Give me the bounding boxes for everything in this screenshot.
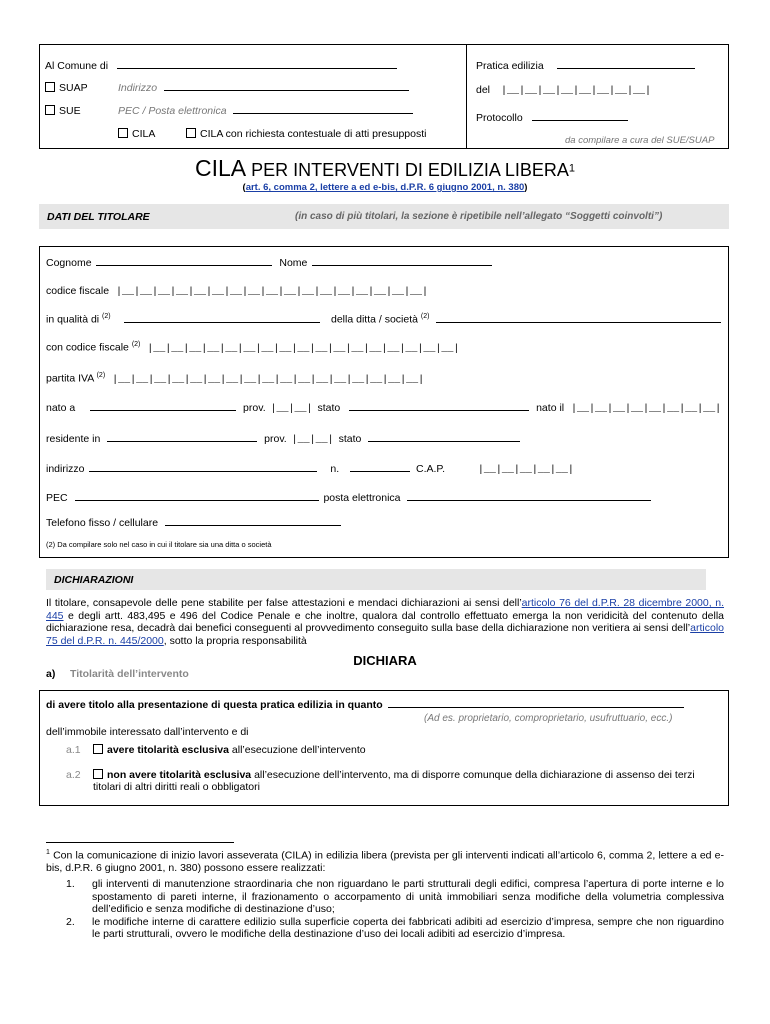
ditta-note-ref: (2) (420, 313, 430, 320)
con-cf-slots[interactable]: |__|__|__|__|__|__|__|__|__|__|__|__|__|__|__|__|__| (147, 343, 460, 355)
footnote-item-1-text: gli interventi di manutenzione straordinaria che non riguardano le parti strutturali degli edifici, compresa l’apertura di porte interne e lo spostamento di pareti interne, il frazionamento o accorpamento di unità immobiliari senza modifiche della volumetria complessiva dell’edificio e senza modifiche di destinazione d’uso; (92, 878, 724, 915)
p1-text-c: , sotto la propria responsabilità (163, 634, 307, 647)
del-row (476, 84, 651, 97)
p1-text-a: Il titolare, consapevole delle pene stabilite per false attestazioni e mendaci dichiarazioni ai sensi dell’ (46, 597, 522, 609)
pratica-label: Pratica edilizia (476, 60, 544, 72)
indirizzo-form-label: indirizzo (46, 463, 85, 475)
footnote-1-number: 1 (46, 849, 50, 856)
stato-input[interactable] (349, 409, 529, 411)
a1-number: a.1 (66, 744, 81, 756)
titolo-text: di avere titolo alla presentazione di questa pratica edilizia in quanto (46, 699, 383, 711)
protocollo-input[interactable] (532, 119, 628, 121)
nato-row (46, 402, 721, 415)
title-cila: CILA (194, 155, 247, 181)
dichiarazioni-heading: DICHIARAZIONI (54, 574, 134, 586)
cila-label: CILA (132, 128, 156, 140)
section-a-title: Titolarità dell’intervento (70, 668, 189, 680)
footnote-1-text: Con la comunicazione di inizio lavori asseverata (CILA) in edilizia libera (prevista per gli interventi indicati all’articolo 6, comma 2, lettere a ed e-bis, d.P.R. 6 giugno 2001, n. 380) possono essere realizzati: (46, 849, 724, 874)
title-ref-open: ( (242, 182, 246, 193)
piva-note-ref: (2) (96, 372, 106, 379)
telefono-input[interactable] (165, 524, 341, 526)
comune-row (45, 60, 397, 72)
titolo-hint: (Ad es. proprietario, comproprietario, usufruttuario, ecc.) (424, 713, 673, 724)
residente-input[interactable] (107, 440, 257, 442)
cf-slots[interactable]: |__|__|__|__|__|__|__|__|__|__|__|__|__|__|__|__|__| (115, 287, 429, 298)
page-title (0, 155, 770, 182)
residente-label: residente in (46, 433, 101, 445)
immobile-text: dell’immobile interessato dall’intervento e di (46, 726, 249, 738)
footnote-item-1-number: 1. (66, 878, 75, 890)
a2-checkbox[interactable] (93, 769, 103, 779)
cognome-input[interactable] (96, 264, 272, 266)
p1-link-art76[interactable]: articolo 76 del d.P.R. 28 dicembre 2000, n. 445 (46, 597, 724, 622)
sue-checkbox[interactable] (45, 105, 55, 115)
suap-label: SUAP (59, 82, 88, 94)
pec-form-row (46, 492, 651, 504)
footnote-item-2-text: le modifiche interne di carattere edilizio sulla superficie coperta dei fabbricati adibiti ad esercizio d’impresa, sempre che non riguardino le parti strutturali, ovvero le modifiche della destinazione d’uso dei locali adibiti ad esercizio d’impresa. (92, 915, 724, 940)
comune-input[interactable] (117, 67, 397, 69)
footnote-2: (2) Da compilare solo nel caso in cui il titolare sia una ditta o società (46, 540, 272, 549)
footnote-separator (46, 842, 234, 843)
del-label: del (476, 84, 491, 96)
ditta-label: della ditta / società (331, 313, 418, 326)
civico-label: n. (330, 463, 340, 475)
sue-row (45, 105, 81, 117)
qualita-row (46, 313, 320, 326)
stato-label: stato (317, 402, 341, 414)
comune-label: Al Comune di (45, 60, 109, 72)
dichiara-heading: DICHIARA (353, 653, 417, 668)
piva-label: partita IVA (46, 372, 94, 385)
nome-input[interactable] (312, 264, 492, 266)
residente-row (46, 433, 520, 446)
prov-slots[interactable]: |__|__| (270, 404, 313, 415)
a1-option (93, 744, 366, 756)
pec-header-input[interactable] (233, 112, 413, 114)
cila-contestuale-label: CILA con richiesta contestuale di atti presupposti (200, 128, 427, 140)
protocollo-label: Protocollo (476, 112, 523, 124)
cap-label: C.A.P. (416, 463, 445, 475)
pec-header-row (118, 105, 413, 117)
footnote-item-2-number: 2. (66, 915, 75, 928)
sue-label: SUE (59, 105, 81, 117)
indirizzo-form-input[interactable] (89, 470, 317, 472)
nome-label: Nome (279, 257, 308, 269)
a2-option (93, 769, 723, 793)
p1-link-art75[interactable]: articolo 75 del d.P.R. n. 445/2000 (46, 622, 724, 647)
title-footnote-ref: 1 (568, 162, 576, 175)
cf-label: codice fiscale (46, 285, 110, 297)
indirizzo-label: Indirizzo (118, 82, 158, 94)
nato-a-label: nato a (46, 402, 76, 414)
footnote-1 (46, 847, 724, 875)
a1-rest: all’esecuzione dell’intervento (229, 744, 366, 756)
title-reference (0, 182, 770, 193)
indirizzo-input[interactable] (164, 89, 409, 91)
ditta-row (331, 313, 721, 326)
header-note: da compilare a cura del SUE/SUAP (565, 135, 715, 146)
titolare-heading: DATI DEL TITOLARE (47, 211, 150, 223)
pratica-input[interactable] (557, 67, 695, 69)
titolare-note: (in caso di più titolari, la sezione è ripetibile nell’allegato “Soggetti coinvolti”) (295, 211, 663, 222)
piva-slots[interactable]: |__|__|__|__|__|__|__|__|__|__|__|__|__|__|__|__|__| (112, 374, 425, 386)
titolo-row (46, 699, 684, 711)
residente-prov-slots[interactable]: |__|__| (291, 435, 334, 446)
pratica-row (476, 60, 695, 72)
residente-stato-input[interactable] (368, 440, 520, 442)
qualita-note-ref: (2) (102, 313, 111, 320)
prov-label: prov. (243, 402, 266, 414)
title-ref-link[interactable]: art. 6, comma 2, lettere a ed e-bis, d.P.R. 6 giugno 2001, n. 380 (245, 182, 525, 193)
footnote-1-list (66, 878, 724, 941)
telefono-row (46, 517, 341, 529)
protocollo-row (476, 112, 628, 124)
p1-text-b: e degli artt. 483,495 e 496 del Codice Penale e che inoltre, qualora dal controllo effettuato emerga la non veridicità del contenuto della dichiarazione resa, decadrà dai benefici conseguenti al provvedimento conseguito sulla base della dichiarazione non veritiera ai sensi dell’ (46, 609, 724, 634)
qualita-input[interactable] (124, 321, 320, 323)
posta-input[interactable] (407, 499, 651, 501)
con-cf-note-ref: (2) (131, 341, 141, 348)
cap-slots[interactable]: |__|__|__|__|__| (477, 465, 574, 476)
pec-header-label: PEC / Posta elettronica (118, 105, 227, 117)
nato-a-input[interactable] (90, 409, 236, 411)
section-a-label: a) (46, 668, 56, 680)
dichiarazioni-bar (46, 569, 706, 590)
ditta-input[interactable] (436, 321, 721, 323)
nato-il-label: nato il (536, 402, 565, 414)
a2-number: a.2 (66, 769, 81, 781)
title-rest: PER INTERVENTI DI EDILIZIA LIBERA (246, 160, 569, 180)
pec-form-input[interactable] (75, 499, 319, 501)
a2-rest: all’esecuzione dell’intervento, ma di disporre comunque della dichiarazione di assenso dei terzi titolari di altri diritti reali o obbligatori (93, 769, 695, 793)
footnote-item (66, 916, 724, 941)
telefono-label: Telefono fisso / cellulare (46, 517, 159, 529)
posta-label: posta elettronica (323, 492, 401, 504)
residente-prov-label: prov. (264, 433, 287, 445)
del-slots[interactable]: |__|__|__|__|__|__|__|__| (500, 86, 651, 97)
title-ref-close: ) (524, 182, 528, 193)
cila-contestuale-checkbox[interactable] (186, 128, 196, 138)
dichiarazioni-paragraph (46, 597, 724, 647)
a2-bold: non avere titolarità esclusiva (107, 769, 252, 781)
header-divider (466, 44, 467, 149)
civico-input[interactable] (350, 470, 410, 472)
con-cf-label: con codice fiscale (46, 341, 129, 354)
cila-row (118, 128, 155, 140)
indirizzo-form-row (46, 463, 410, 475)
suap-checkbox[interactable] (45, 82, 55, 92)
suap-row (45, 82, 88, 94)
titolo-input[interactable] (388, 706, 684, 708)
nato-il-slots[interactable]: |__|__|__|__|__|__|__|__| (571, 404, 722, 415)
cf-row (46, 285, 428, 298)
con-cf-row (46, 341, 459, 355)
cognome-row (46, 257, 492, 269)
indirizzo-row (118, 82, 409, 94)
a1-bold: avere titolarità esclusiva (107, 744, 229, 756)
pec-form-label: PEC (46, 492, 68, 504)
cap-row (416, 463, 574, 476)
piva-row (46, 372, 424, 386)
qualita-label: in qualità di (46, 313, 100, 326)
a1-checkbox[interactable] (93, 744, 103, 754)
cila-contestuale-row (186, 128, 426, 140)
footnote-item (66, 878, 724, 916)
cognome-label: Cognome (46, 257, 92, 269)
residente-stato-label: stato (338, 433, 362, 445)
cila-checkbox[interactable] (118, 128, 128, 138)
